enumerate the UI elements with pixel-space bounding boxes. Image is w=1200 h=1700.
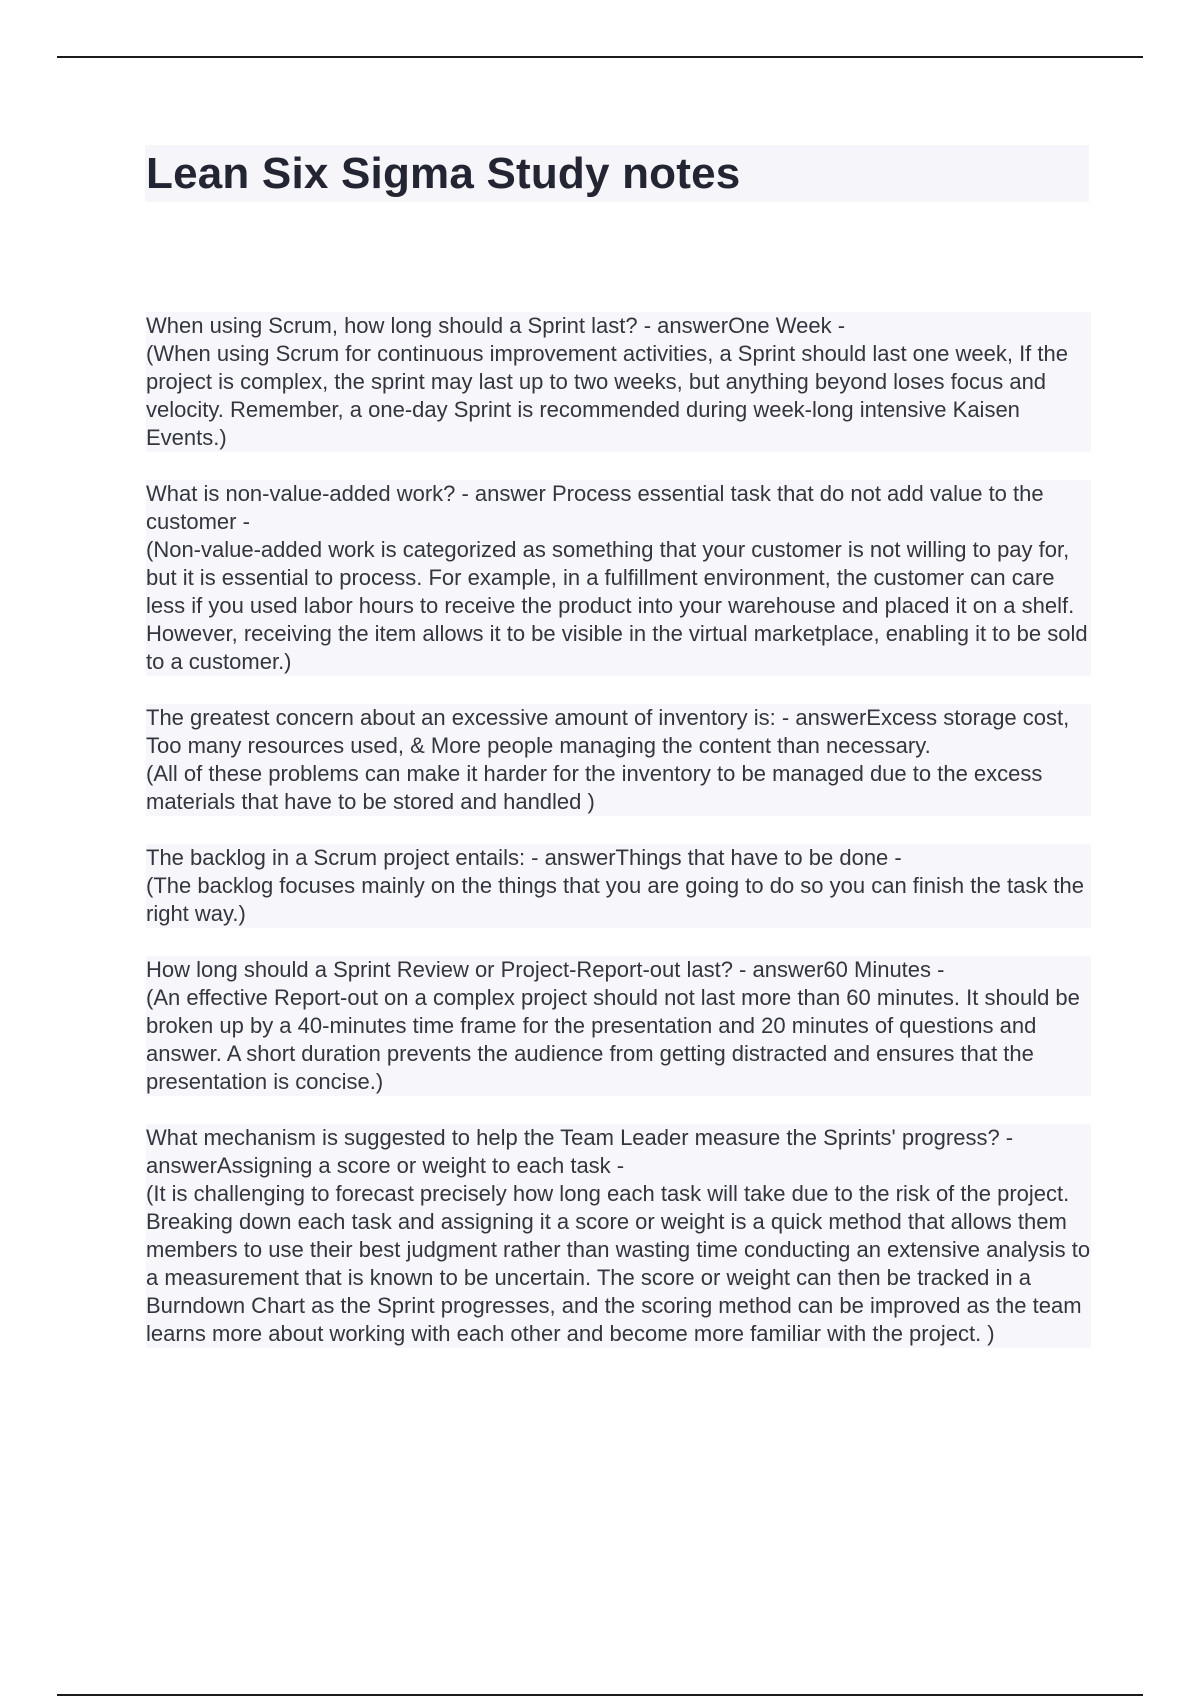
note-entry-3	[146, 704, 1091, 816]
note-entry-4	[146, 844, 1091, 928]
note-question: The greatest concern about an excessive amount of inventory is: - answerExcess storage cost, Too many resources used, & More people managing the content than necessary.	[146, 705, 1070, 758]
notes-content	[146, 312, 1091, 1376]
note-question: What is non-value-added work? - answer Process essential task that do not add value to the customer -	[146, 481, 1044, 534]
note-explanation: (It is challenging to forecast precisely how long each task will take due to the risk of the project. Breaking down each task and assigning it a score or weight is a quick method that allows them members to use their best judgment rather than wasting time conducting an extensive analysis to a measurement that is known to be uncertain. The score or weight can then be tracked in a Burndown Chart as the Sprint progresses, and the scoring method can be improved as the team learns more about working with each other and become more familiar with the project. )	[146, 1181, 1091, 1346]
note-explanation: (Non-value-added work is categorized as something that your customer is not willing to pay for, but it is essential to process. For example, in a fulfillment environment, the customer can care less if you used labor hours to receive the product into your warehouse and placed it on a shelf. However, receiving the item allows it to be visible in the virtual marketplace, enabling it to be sold to a customer.)	[146, 537, 1088, 674]
note-entry-1	[146, 312, 1091, 452]
note-question: When using Scrum, how long should a Sprint last? - answerOne Week -	[146, 313, 846, 338]
page-title: Lean Six Sigma Study notes	[146, 149, 741, 198]
note-entry-2	[146, 480, 1091, 676]
note-question: What mechanism is suggested to help the Team Leader measure the Sprints' progress? - answerAssigning a score or weight to each task -	[146, 1125, 1014, 1178]
note-explanation: (An effective Report-out on a complex project should not last more than 60 minutes. It should be broken up by a 40-minutes time frame for the presentation and 20 minutes of questions and answer. A short duration prevents the audience from getting distracted and ensures that the presentation is concise.)	[146, 985, 1080, 1094]
note-question: How long should a Sprint Review or Project-Report-out last? - answer60 Minutes -	[146, 957, 945, 982]
note-entry-6	[146, 1124, 1091, 1348]
note-entry-5	[146, 956, 1091, 1096]
note-explanation: (All of these problems can make it harder for the inventory to be managed due to the excess materials that have to be stored and handled )	[146, 761, 1043, 814]
note-explanation: (The backlog focuses mainly on the things that you are going to do so you can finish the task the right way.)	[146, 873, 1085, 926]
bottom-rule	[57, 1694, 1143, 1696]
note-question: The backlog in a Scrum project entails: - answerThings that have to be done -	[146, 845, 902, 870]
top-rule	[57, 56, 1143, 58]
note-explanation: (When using Scrum for continuous improvement activities, a Sprint should last one week, If the project is complex, the sprint may last up to two weeks, but anything beyond loses focus and velocity. Remember, a one-day Sprint is recommended during week-long intensive Kaisen Events.)	[146, 341, 1068, 450]
